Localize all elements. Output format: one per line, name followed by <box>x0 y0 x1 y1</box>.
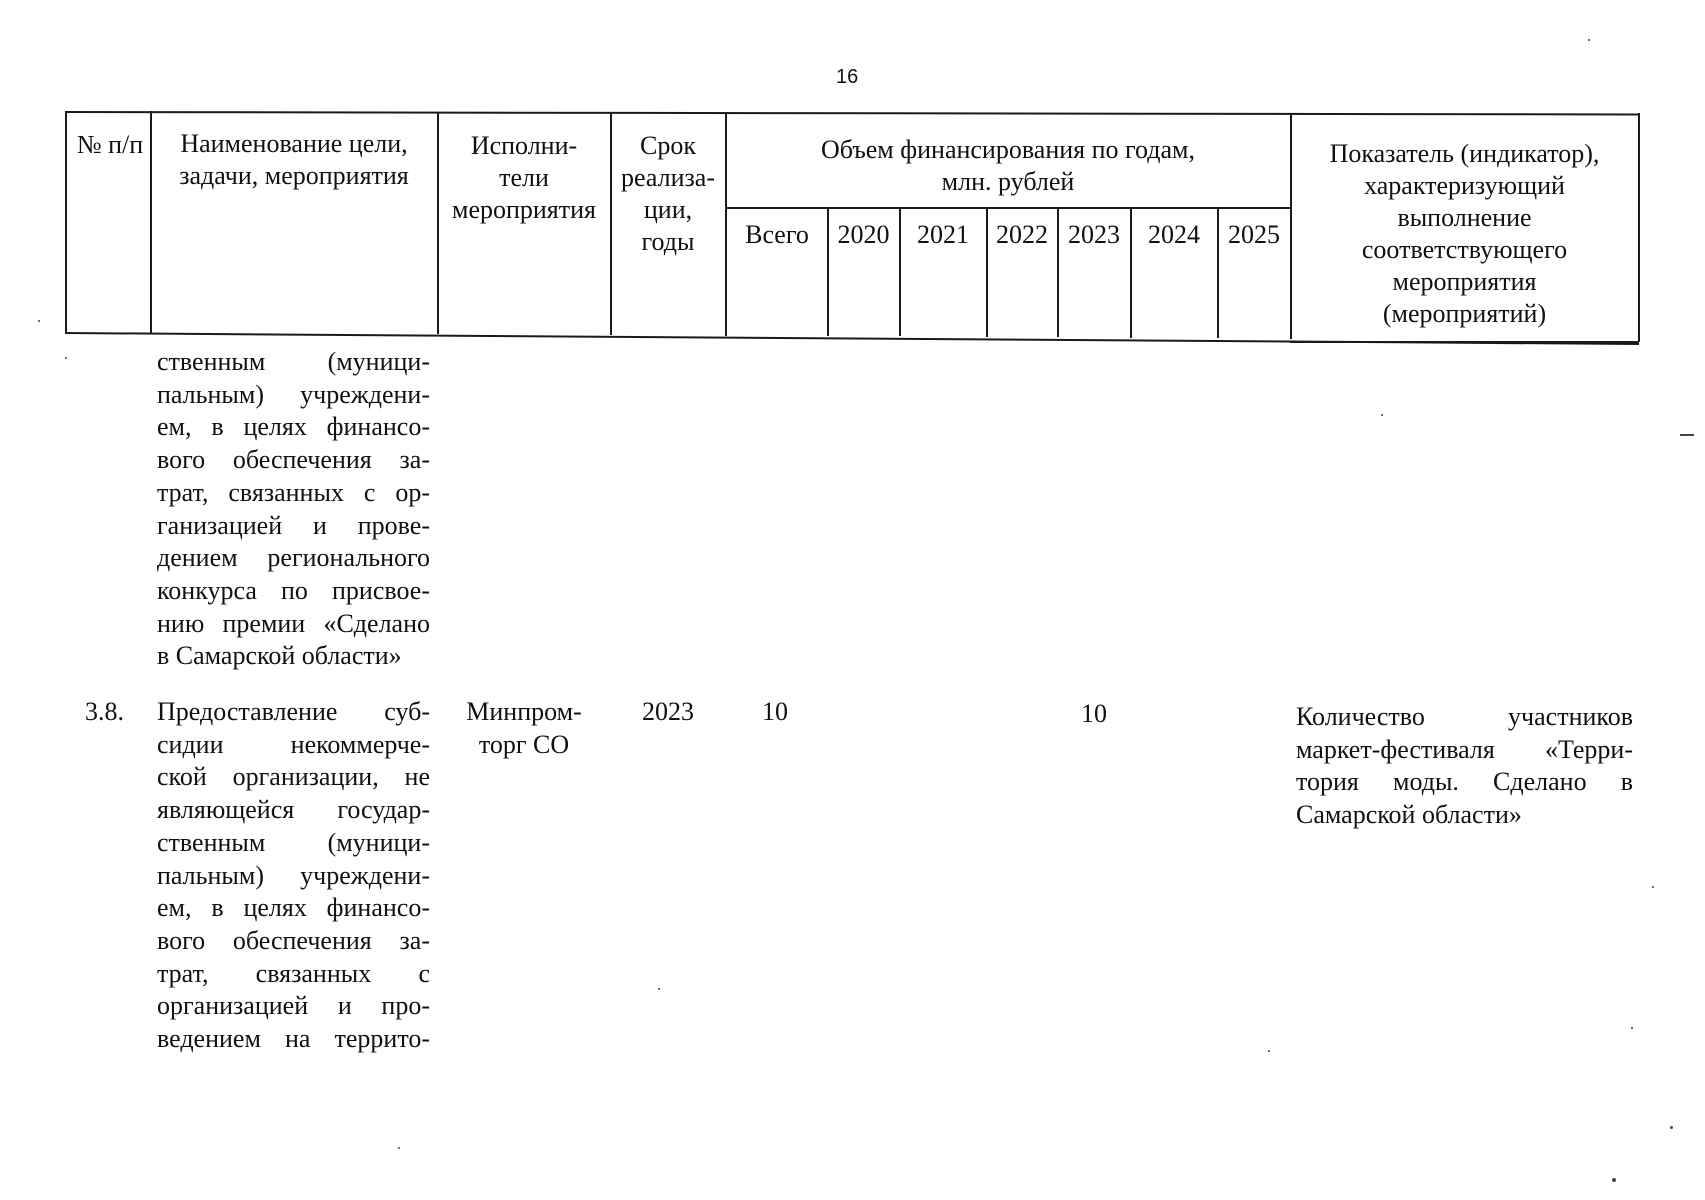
header-num: № п/п <box>76 130 144 159</box>
header-funding-total: Всего <box>745 220 809 249</box>
header-name: Наименование цели, задачи, мероприятия <box>179 129 409 190</box>
header-year-2023: 2023 <box>1068 220 1120 249</box>
header-term: Срок реализа- ции, годы <box>621 131 715 256</box>
row-3-8-indicator: Количество участников маркет-фестиваля «Терри- тория моды. Сделано в Самарской области» <box>1296 702 1633 830</box>
header-year-2024: 2024 <box>1148 220 1200 249</box>
continued-row-name: ственным (муници- пальным) учреждени- ем, в целях финансо- вого обеспечения за- трат, связанных с ор- ганизацией и прове- дением регионального конкурса по присвое- нию премии «Сделано в Самарской области» <box>157 347 430 671</box>
header-year-2025: 2025 <box>1228 220 1280 249</box>
row-3-8-num: 3.8. <box>85 697 124 726</box>
row-3-8-executors: Минпром- торг СО <box>466 697 582 759</box>
header-year-2021: 2021 <box>917 220 969 249</box>
row-3-8-total: 10 <box>762 697 788 726</box>
row-3-8-year-2023: 10 <box>1081 699 1107 728</box>
header-indicator: Показатель (индикатор), характеризующий выполнение соответствующего мероприятия (мероприятий) <box>1329 139 1600 328</box>
header-year-2022: 2022 <box>996 220 1048 249</box>
header-executors: Исполни- тели мероприятия <box>451 131 596 224</box>
header-funding: Объем финансирования по годам, млн. рублей <box>820 135 1196 196</box>
header-year-2020: 2020 <box>837 220 890 249</box>
page-number: 16 <box>836 66 859 88</box>
row-3-8-name: Предоставление суб- сидии некоммерче- ской организации, не являющейся государ- ственным (муници- пальным) учреждени- ем, в целях финансо- вого обеспечения за- трат, связанных с организацией и про- ведением на террито- <box>157 697 430 1054</box>
row-3-8-term: 2023 <box>642 697 694 726</box>
